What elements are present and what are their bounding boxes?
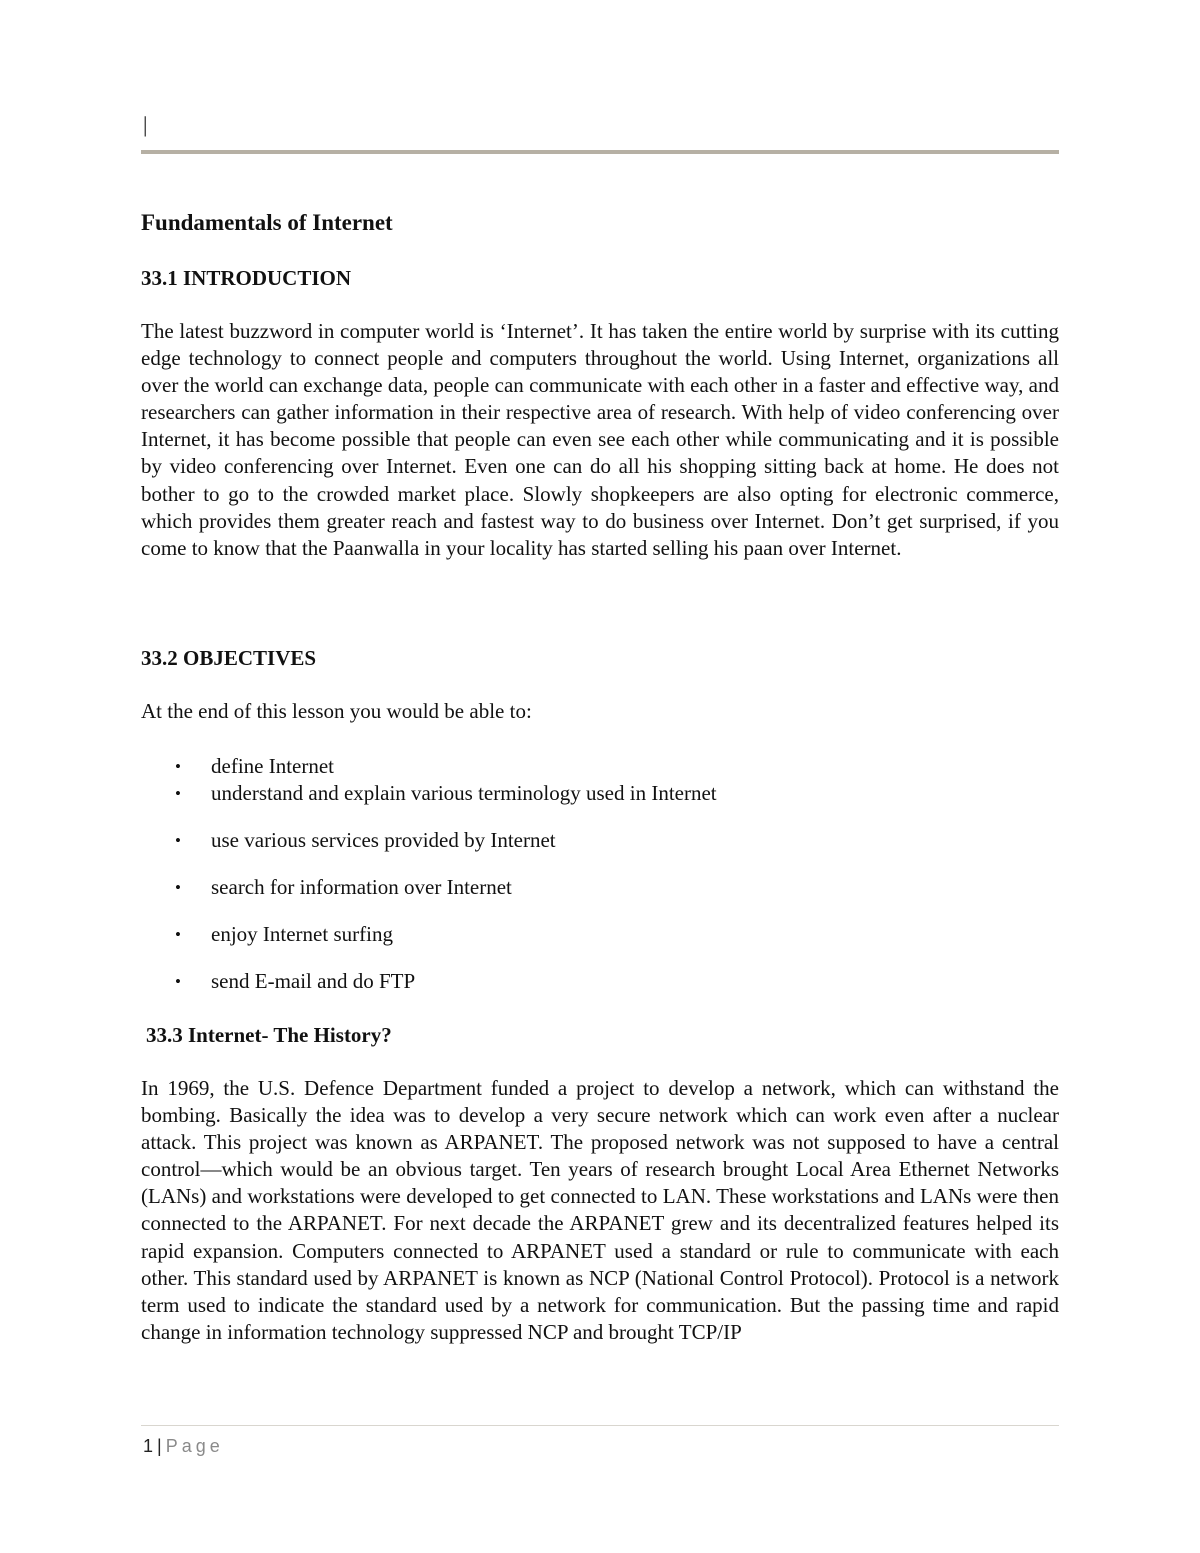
list-item xyxy=(141,968,1059,995)
page-number: 1 xyxy=(143,1436,154,1456)
bullet-icon: • xyxy=(175,971,181,991)
bullet-icon: • xyxy=(175,877,181,897)
objectives-heading: 33.2 OBJECTIVES xyxy=(141,645,317,670)
header-rule xyxy=(141,150,1059,154)
objectives-lead: At the end of this lesson you would be able to: xyxy=(141,698,532,723)
page-footer xyxy=(143,1434,224,1458)
document-title: Fundamentals of Internet xyxy=(141,210,393,235)
list-item-text: define Internet xyxy=(211,753,335,778)
list-item-text: understand and explain various terminology used in Internet xyxy=(211,780,717,805)
list-item xyxy=(141,874,1059,901)
list-item-text: send E-mail and do FTP xyxy=(211,968,416,993)
bullet-icon: • xyxy=(175,756,181,776)
footer-separator: | xyxy=(157,1436,162,1456)
list-item-text: enjoy Internet surfing xyxy=(211,921,393,946)
list-item xyxy=(141,780,1059,807)
history-heading: 33.3 Internet- The History? xyxy=(146,1022,392,1047)
page-label: Page xyxy=(165,1436,224,1456)
bullet-icon: • xyxy=(175,783,181,803)
list-item-text: use various services provided by Internet xyxy=(211,827,556,852)
bullet-icon: • xyxy=(175,830,181,850)
objectives-list xyxy=(141,753,1059,995)
document-body xyxy=(141,206,1059,1346)
list-item xyxy=(141,827,1059,854)
list-item-text: search for information over Internet xyxy=(211,874,512,899)
header-cursor-mark: | xyxy=(143,112,148,137)
list-item xyxy=(141,753,1059,780)
intro-heading: 33.1 INTRODUCTION xyxy=(141,266,352,290)
history-paragraph: In 1969, the U.S. Defence Department funded a project to develop a network, which can withstand the bombing. Basically the idea was to develop a very secure network which can work even after a nuclear attack. This project was known as ARPANET. The proposed network was not supposed to have a central control—which would be an obvious target. Ten years of research brought Local Area Ethernet Networks (LANs) and workstations were developed to get connected to LAN. These workstations and LANs were then connected to the ARPANET. For next decade the ARPANET grew and its decentralized features helped its rapid expansion. Computers connected to ARPANET used a standard or rule to communicate with each other. This standard used by ARPANET is known as NCP (National Control Protocol). Protocol is a network term used to indicate the standard used by a network for communication. But the passing time and rapid change in information technology suppressed NCP and brought TCP/IP xyxy=(141,1075,1059,1344)
intro-paragraph: The latest buzzword in computer world is ‘Internet’. It has taken the entire world by surprise with its cutting edge technology to connect people and computers throughout the world. Using Internet, organizations all over the world can exchange data, people can communicate with each other in a faster and effective way, and researchers can gather information in their respective area of research. With help of video conferencing over Internet, it has become possible that people can even see each other while communicating and it is possible by video conferencing over Internet. Even one can do all his shopping sitting back at home. He does not bother to go to the crowded market place. Slowly shopkeepers are also opting for electronic commerce, which provides them greater reach and fastest way to do business over Internet. Don’t get surprised, if you come to know that the Paanwalla in your locality has started selling his paan over Internet. xyxy=(141,319,1059,560)
bullet-icon: • xyxy=(175,924,181,944)
list-item xyxy=(141,921,1059,948)
footer-rule xyxy=(141,1425,1059,1426)
